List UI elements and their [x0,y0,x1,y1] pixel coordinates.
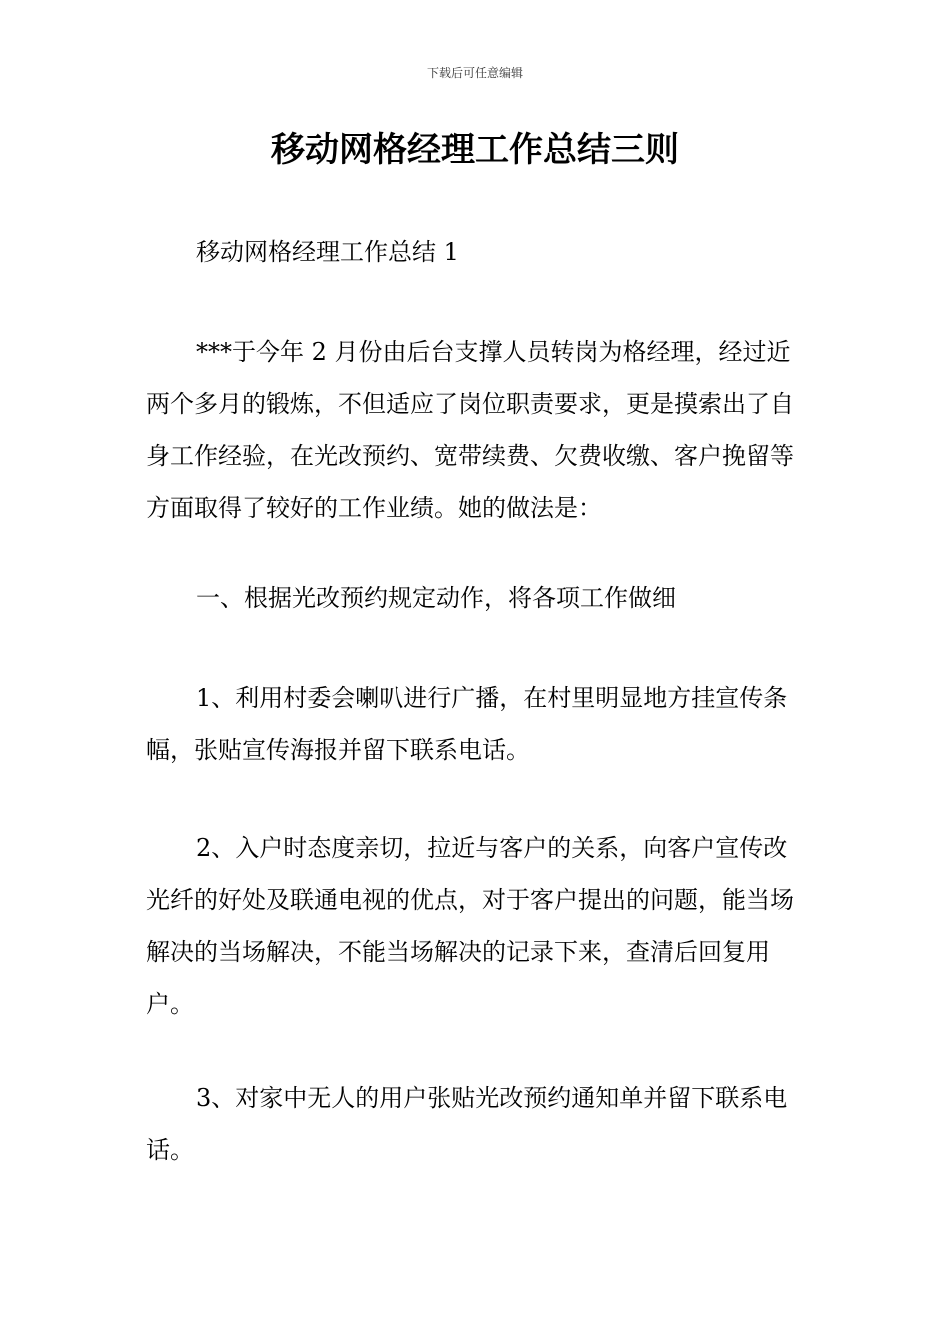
document-title: 移动网格经理工作总结三则 [271,130,679,170]
intro-paragraph: ***于今年 2 月份由后台支撑人员转岗为格经理，经过近两个多月的锻炼，不但适应了岗位职责要求，更是摸索出了自身工作经验，在光改预约、宽带续费、欠费收缴、客户挽留等方面取得了较好的工作业绩。她的做法是： [146,338,794,522]
header-note: 下载后可任意编辑 [426,66,523,80]
list-item-3: 3、对家中无人的用户张贴光改预约通知单并留下联系电话。 [146,1084,788,1164]
section-heading-1: 一、根据光改预约规定动作，将各项工作做细 [196,584,676,612]
list-item-2: 2、入户时态度亲切，拉近与客户的关系，向客户宣传改光纤的好处及联通电视的优点，对于客户提出的问题，能当场解决的当场解决，不能当场解决的记录下来，查清后回复用户。 [146,834,794,1018]
list-item-1: 1、利用村委会喇叭进行广播，在村里明显地方挂宣传条幅，张贴宣传海报并留下联系电话。 [146,684,788,764]
section-subtitle: 移动网格经理工作总结 1 [196,238,459,266]
